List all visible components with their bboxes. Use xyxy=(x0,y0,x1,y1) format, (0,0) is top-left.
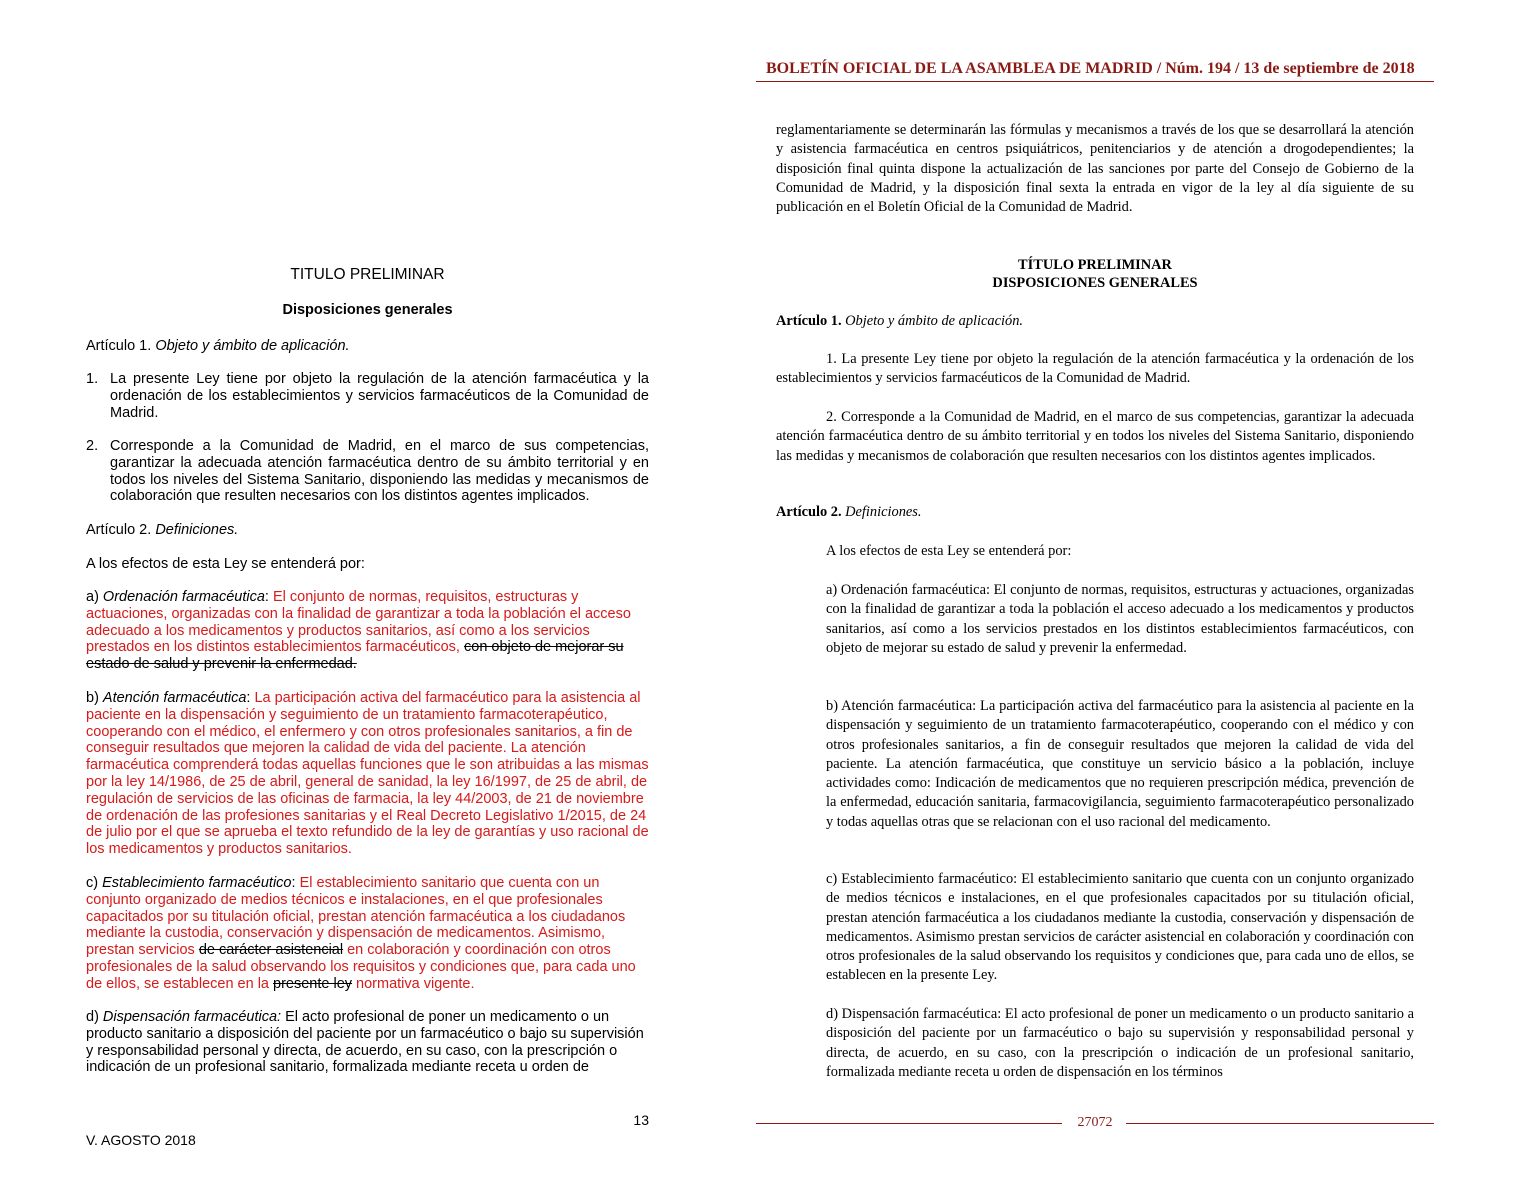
footer-rule-right xyxy=(1126,1123,1434,1124)
right-definition-a: a) Ordenación farmacéutica: El conjunto de normas, requisitos, estructuras y actuaciones, organizadas con la finalidad de garantizar a toda la población el acceso adecuado a los medicamentos y productos sanitarios, así como a los servicios prestados en los distintos establecimientos farmacéuticos, con objeto de mejorar su estado de salud y prevenir la enfermedad. xyxy=(826,582,1414,656)
header-rule xyxy=(756,81,1434,82)
left-item-1-text: La presente Ley tiene por objeto la regulación de la atención farmacéutica y la ordenación de los establecimientos y servicios farmacéuticos de la Comunidad de Madrid. xyxy=(110,371,649,421)
def-c-deleted-text-2: presente ley xyxy=(273,975,353,992)
left-item-1 xyxy=(86,371,649,421)
left-art2-title: Definiciones. xyxy=(155,522,239,538)
right-title-line-1: TÍTULO PRELIMINAR xyxy=(1018,257,1172,273)
left-item-2-number: 2. xyxy=(86,438,99,454)
right-intro: A los efectos de esta Ley se entenderá por: xyxy=(826,543,1072,559)
def-c-amended-text-3: normativa vigente. xyxy=(352,975,475,992)
def-b-amended-text: La participación activa del farmacéutico para la asistencia al paciente en la dispensación y seguimiento de un tratamiento farmacoterapéutico, cooperando con el médico, el enfermero y con otros profesionales sanitarios, a fin de conseguir resultados que mejoren la calidad de vida del paciente. La atención farmacéutica comprenderá todas aquellas funciones que le son atribuidas a las mismas por la ley 14/1986, de 25 de abril, general de sanidad, la ley 16/1997, de 25 de abril, de regulación de servicios de las oficinas de farmacia, la ley 44/2003, de 21 de noviembre de ordenación de las profesiones sanitarias y el Real Decreto Legislativo 1/2015, de 24 de julio por el que se aprueba el texto refundido de la ley de garantías y uso racional de los medicamentos y productos sanitarios. xyxy=(86,690,649,858)
right-title-line-2: DISPOSICIONES GENERALES xyxy=(992,275,1198,291)
def-a-deleted-text: con objeto de mejorar su estado de salud y prevenir la enfermedad. xyxy=(86,639,624,673)
def-a-amended-text: El conjunto de normas, requisitos, estructuras y actuaciones, organizadas con la finalidad de garantizar a toda la población el acceso adecuado a los medicamentos y productos sanitarios, así como a los servicios prestados en los distintos establecimientos farmacéuticos, xyxy=(86,589,631,656)
right-article-1-heading xyxy=(776,313,1414,330)
def-d-prefix: d) xyxy=(86,1009,103,1025)
def-a-term: Ordenación farmacéutica xyxy=(102,589,265,605)
left-definition-a xyxy=(86,589,649,673)
left-article-2-heading xyxy=(86,522,649,539)
left-page-number: 13 xyxy=(633,1112,649,1128)
right-definition-c: c) Establecimiento farmacéutico: El establecimiento sanitario que cuenta con un conjunto organizado de medios técnicos e instalaciones, en el que profesionales capacitados por su titulación oficial, prestan atención farmacéutica a los ciudadanos mediante la custodia, conservación y dispensación de medicamentos. Asimismo prestan servicios de carácter asistencial en colaboración y coordinación con otros profesionales de la salud observando los requisitos y condiciones que, para cada uno de ellos, se establecen en la presente Ley. xyxy=(826,871,1414,984)
def-b-colon: : xyxy=(246,690,255,706)
def-a-colon: : xyxy=(264,589,273,605)
right-paragraph-2: 2. Corresponde a la Comunidad de Madrid, en el marco de sus competencias, garantizar la adecuada atención farmacéutica dentro de su ámbito territorial y en todos los niveles del Sistema Sanitario, disponiendo las medidas y mecanismos de colaboración que resulten necesarios con los distintos agentes implicados. xyxy=(776,409,1414,464)
right-continuation-paragraph: reglamentariamente se determinarán las fórmulas y mecanismos a través de los que se desarrollará la atención y asistencia farmacéutica en centros psiquiátricos, penitenciarios y de atención a drogodependientes; la disposición final quinta dispone la actualización de las sanciones por parte del Consejo de Gobierno de la Comunidad de Madrid, y la disposición final sexta la entrada en vigor de la ley al día siguiente de su publicación en el Boletín Oficial de la Comunidad de Madrid. xyxy=(776,122,1414,216)
left-item-1-number: 1. xyxy=(86,371,99,387)
def-c-deleted-text-1: de carácter asistencial xyxy=(198,942,344,959)
right-art2-label: Artículo 2. xyxy=(776,504,842,520)
left-definition-b xyxy=(86,690,649,858)
bulletin-header: BOLETÍN OFICIAL DE LA ASAMBLEA DE MADRID / Núm. 194 / 13 de septiembre de 2018 xyxy=(766,60,1415,77)
left-intro: A los efectos de esta Ley se entenderá por: xyxy=(86,556,365,572)
right-art1-label: Artículo 1. xyxy=(776,313,842,329)
left-page-subtitle: Disposiciones generales xyxy=(282,302,453,318)
def-d-text: El acto profesional de poner un medicamento o un producto sanitario a disposición del paciente por un farmacéutico o bajo su supervisión y responsabilidad personal y directa, de acuerdo, en su caso, con la prescripción o indicación de un profesional sanitario, formalizada mediante receta u orden de xyxy=(86,1009,644,1076)
def-c-amended-text-1: El establecimiento sanitario que cuenta con un conjunto organizado de medios técnicos e instalaciones, en el que profesionales capacitados por su titulación oficial, prestan atención farmacéutica a los ciudadanos mediante la custodia, conservación y dispensación de medicamentos. Asimismo, prestan servicios xyxy=(86,875,626,959)
def-d-term: Dispensación farmacéutica: xyxy=(102,1009,282,1025)
right-page-number: 27072 xyxy=(1077,1115,1113,1130)
def-c-amended-text-2: en colaboración y coordinación con otros profesionales de la salud observando los requisitos y condiciones que, para cada uno de ellos, se establecen en la xyxy=(86,942,636,992)
right-art2-title: Definiciones. xyxy=(841,504,922,520)
footer-rule-left xyxy=(756,1123,1062,1124)
right-article-2-heading xyxy=(776,504,1414,521)
right-definition-d: d) Dispensación farmacéutica: El acto profesional de poner un medicamento o un producto sanitario a disposición del paciente por un farmacéutico o bajo su supervisión y responsabilidad personal y directa, de acuerdo, en su caso, con la prescripción o indicación de un profesional sanitario, formalizada mediante receta u orden de dispensación en los términos xyxy=(826,1006,1414,1080)
left-definition-c xyxy=(86,875,649,993)
left-definition-d xyxy=(86,1009,649,1076)
def-c-colon: : xyxy=(291,875,300,891)
left-page-title: TITULO PRELIMINAR xyxy=(290,266,445,283)
left-item-2 xyxy=(86,438,649,505)
right-paragraph-1: 1. La presente Ley tiene por objeto la regulación de la atención farmacéutica y la ordenación de los establecimientos y servicios farmacéuticos de la Comunidad de Madrid. xyxy=(776,351,1414,387)
def-c-prefix: c) xyxy=(86,875,103,891)
right-definition-b: b) Atención farmacéutica: La participación activa del farmacéutico para la asistencia al paciente en la dispensación y seguimiento de un tratamiento farmacoterapéutico, cooperando con el médico y con otros profesionales sanitarios, a fin de conseguir resultados que mejoren la calidad de vida del paciente. La atención farmacéutica, que constituye un servicio básico a la población, incluye actividades como: Indicación de medicamentos que no requieren prescripción médica, prevención de la enfermedad, educación sanitaria, farmacovigilancia, seguimiento farmacoterapéutico personalizado y todas aquellas otras que se relacionan con el uso racional del medicamento. xyxy=(826,698,1414,830)
left-art2-label: Artículo 2. xyxy=(86,522,156,538)
def-a-prefix: a) xyxy=(86,589,103,605)
def-b-term: Atención farmacéutica xyxy=(102,690,247,706)
left-art1-title: Objeto y ámbito de aplicación. xyxy=(155,338,350,354)
def-b-prefix: b) xyxy=(86,690,103,706)
def-c-term: Establecimiento farmacéutico xyxy=(102,875,292,891)
left-art1-label: Artículo 1. xyxy=(86,338,156,354)
left-version-label: V. AGOSTO 2018 xyxy=(86,1132,196,1148)
right-art1-title: Objeto y ámbito de aplicación. xyxy=(841,313,1023,329)
left-item-2-text: Corresponde a la Comunidad de Madrid, en el marco de sus competencias, garantizar la adecuada atención farmacéutica dentro de su ámbito territorial y en todos los niveles del Sistema Sanitario, disponiendo las medidas y mecanismos de colaboración que resulten necesarios con los distintos agentes implicados. xyxy=(110,438,649,505)
left-article-1-heading xyxy=(86,338,649,355)
